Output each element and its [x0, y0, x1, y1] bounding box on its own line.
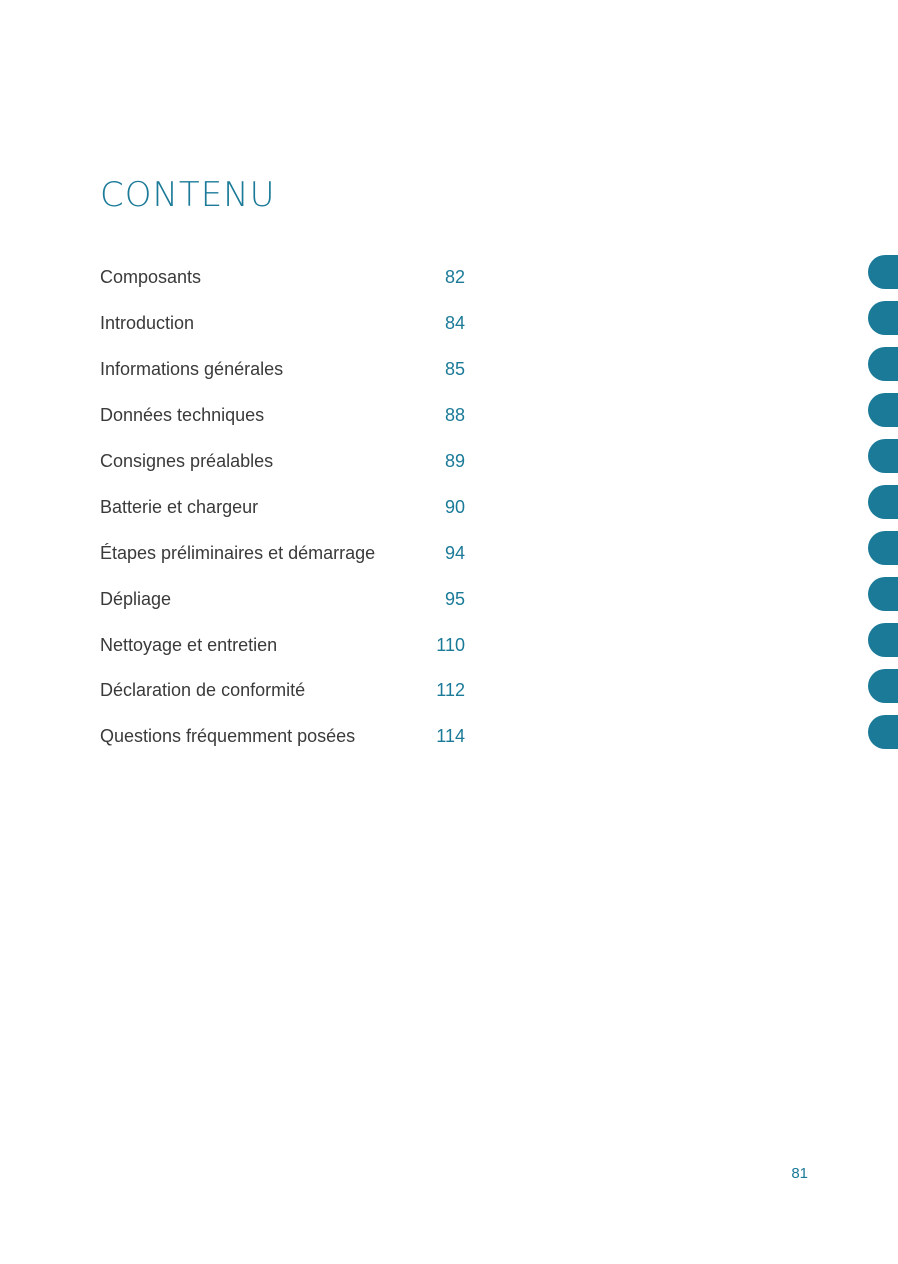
toc-row-depliage[interactable]	[100, 576, 465, 622]
toc-label: Nettoyage et entretien	[100, 634, 278, 655]
section-tab[interactable]	[868, 715, 898, 749]
toc-page-number: 82	[444, 267, 465, 288]
toc-row-questions-frequentes[interactable]	[100, 714, 465, 760]
toc-page-number: 89	[444, 451, 465, 471]
toc-row-etapes-preliminaires[interactable]	[100, 530, 465, 576]
toc-page-number: 88	[444, 405, 465, 426]
section-tab[interactable]	[868, 669, 898, 703]
section-tab[interactable]	[868, 255, 898, 289]
toc-row-informations-generales[interactable]	[100, 347, 465, 393]
page-number: 81	[791, 1165, 808, 1182]
toc-row-batterie-chargeur[interactable]	[100, 484, 465, 530]
toc-label: Dépliage	[100, 588, 172, 609]
section-tab[interactable]	[868, 301, 898, 335]
toc-page-number: 112	[436, 680, 465, 701]
section-tab[interactable]	[868, 439, 898, 473]
toc-page-number: 85	[444, 359, 465, 380]
section-tab[interactable]	[868, 393, 898, 427]
toc-label: Composants	[100, 267, 202, 288]
toc-label: Informations générales	[100, 359, 284, 380]
section-tab[interactable]	[868, 347, 898, 381]
section-tab[interactable]	[868, 531, 898, 565]
toc-label: Questions fréquemment posées	[100, 726, 356, 747]
section-tab[interactable]	[868, 485, 898, 519]
toc-row-donnees-techniques[interactable]	[100, 393, 465, 439]
toc-page-number: 110	[436, 634, 465, 655]
section-tab[interactable]	[868, 623, 898, 657]
toc-label: Données techniques	[100, 405, 265, 426]
toc-page-number: 95	[444, 588, 465, 609]
toc-label: Batterie et chargeur	[100, 496, 259, 517]
table-of-contents	[100, 255, 465, 760]
toc-page-number: 90	[444, 496, 465, 517]
toc-page-number: 94	[444, 542, 465, 563]
toc-row-composants[interactable]	[100, 255, 465, 301]
toc-page-number: 114	[436, 726, 465, 747]
toc-label: Déclaration de conformité	[100, 680, 306, 701]
toc-row-declaration-conformite[interactable]	[100, 668, 465, 714]
toc-row-nettoyage-entretien[interactable]	[100, 622, 465, 668]
toc-label: Étapes préliminaires et démarrage	[100, 542, 376, 563]
section-tab[interactable]	[868, 577, 898, 611]
toc-label: Consignes préalables	[100, 451, 274, 471]
toc-row-introduction[interactable]	[100, 301, 465, 347]
toc-label: Introduction	[100, 313, 195, 334]
toc-page-number: 84	[444, 313, 465, 334]
toc-row-consignes-prealables[interactable]	[100, 439, 465, 485]
page-title: CONTENU	[100, 175, 276, 215]
